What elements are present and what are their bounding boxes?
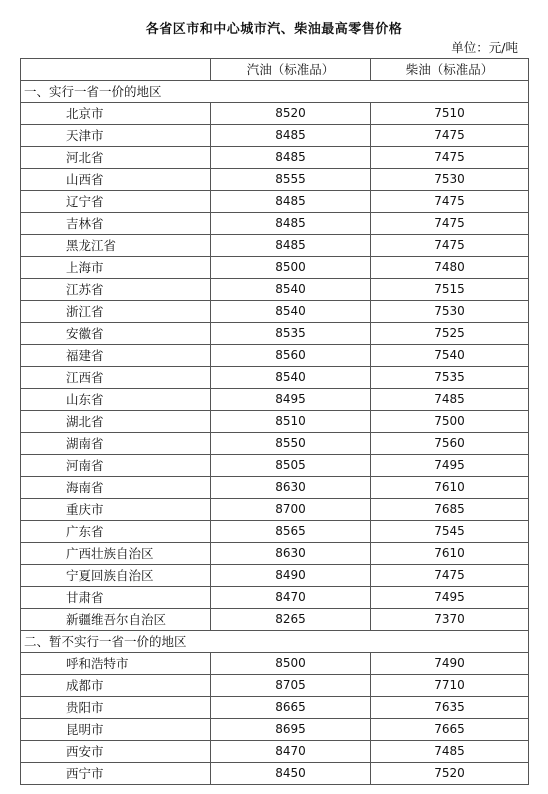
- gasoline-price: 8500: [211, 257, 371, 279]
- gasoline-price: 8555: [211, 169, 371, 191]
- region-name: 呼和浩特市: [21, 653, 211, 675]
- diesel-price: 7475: [371, 213, 529, 235]
- table-row: [21, 455, 529, 477]
- region-name: 成都市: [21, 675, 211, 697]
- diesel-price: 7525: [371, 323, 529, 345]
- diesel-price: 7545: [371, 521, 529, 543]
- diesel-price: 7560: [371, 433, 529, 455]
- gasoline-price: 8665: [211, 697, 371, 719]
- diesel-price: 7510: [371, 103, 529, 125]
- region-name: 西宁市: [21, 763, 211, 785]
- unit-label: 单位：元/吨: [451, 40, 518, 55]
- diesel-price: 7610: [371, 543, 529, 565]
- region-name: 海南省: [21, 477, 211, 499]
- diesel-price: 7495: [371, 587, 529, 609]
- diesel-price: 7665: [371, 719, 529, 741]
- section-label: 一、实行一省一价的地区: [21, 81, 529, 103]
- table-header-row: [21, 59, 529, 81]
- gasoline-price: 8540: [211, 279, 371, 301]
- diesel-price: 7475: [371, 565, 529, 587]
- diesel-price: 7370: [371, 609, 529, 631]
- gasoline-price: 8630: [211, 477, 371, 499]
- table-row: [21, 301, 529, 323]
- gasoline-price: 8560: [211, 345, 371, 367]
- table-row: [21, 499, 529, 521]
- table-row: [21, 719, 529, 741]
- gasoline-price: 8540: [211, 367, 371, 389]
- diesel-price: 7530: [371, 301, 529, 323]
- region-name: 安徽省: [21, 323, 211, 345]
- gasoline-price: 8485: [211, 213, 371, 235]
- page-title: 各省区市和中心城市汽、柴油最高零售价格: [145, 22, 403, 37]
- table-row: [21, 235, 529, 257]
- table-row: [21, 565, 529, 587]
- table-row: [21, 477, 529, 499]
- gasoline-price: 8705: [211, 675, 371, 697]
- gasoline-price: 8450: [211, 763, 371, 785]
- section-row: [21, 631, 529, 653]
- diesel-price: 7480: [371, 257, 529, 279]
- diesel-price: 7530: [371, 169, 529, 191]
- gasoline-price: 8490: [211, 565, 371, 587]
- region-name: 上海市: [21, 257, 211, 279]
- gasoline-price: 8485: [211, 235, 371, 257]
- region-name: 辽宁省: [21, 191, 211, 213]
- table-row: [21, 147, 529, 169]
- gasoline-price: 8535: [211, 323, 371, 345]
- region-name: 山西省: [21, 169, 211, 191]
- gasoline-price: 8505: [211, 455, 371, 477]
- diesel-price: 7710: [371, 675, 529, 697]
- table-row: [21, 213, 529, 235]
- table-row: [21, 389, 529, 411]
- gasoline-price: 8540: [211, 301, 371, 323]
- region-name: 广西壮族自治区: [21, 543, 211, 565]
- diesel-price: 7515: [371, 279, 529, 301]
- table-row: [21, 675, 529, 697]
- region-name: 昆明市: [21, 719, 211, 741]
- region-name: 江苏省: [21, 279, 211, 301]
- diesel-price: 7540: [371, 345, 529, 367]
- diesel-price: 7520: [371, 763, 529, 785]
- diesel-price: 7535: [371, 367, 529, 389]
- gasoline-price: 8695: [211, 719, 371, 741]
- region-name: 广东省: [21, 521, 211, 543]
- table-row: [21, 587, 529, 609]
- region-name: 福建省: [21, 345, 211, 367]
- region-name: 河南省: [21, 455, 211, 477]
- region-name: 甘肃省: [21, 587, 211, 609]
- table-row: [21, 257, 529, 279]
- region-name: 新疆维吾尔自治区: [21, 609, 211, 631]
- region-name: 吉林省: [21, 213, 211, 235]
- gasoline-price: 8510: [211, 411, 371, 433]
- gasoline-price: 8485: [211, 191, 371, 213]
- header-gasoline: 汽油（标准品）: [211, 59, 371, 81]
- price-table-body: [21, 59, 529, 785]
- table-row: [21, 521, 529, 543]
- region-name: 湖南省: [21, 433, 211, 455]
- diesel-price: 7475: [371, 235, 529, 257]
- diesel-price: 7610: [371, 477, 529, 499]
- table-row: [21, 103, 529, 125]
- header-region: [21, 59, 211, 81]
- gasoline-price: 8565: [211, 521, 371, 543]
- region-name: 北京市: [21, 103, 211, 125]
- gasoline-price: 8520: [211, 103, 371, 125]
- region-name: 湖北省: [21, 411, 211, 433]
- region-name: 西安市: [21, 741, 211, 763]
- table-row: [21, 191, 529, 213]
- section-label: 二、暂不实行一省一价的地区: [21, 631, 529, 653]
- gasoline-price: 8700: [211, 499, 371, 521]
- diesel-price: 7485: [371, 741, 529, 763]
- table-row: [21, 741, 529, 763]
- diesel-price: 7475: [371, 147, 529, 169]
- diesel-price: 7485: [371, 389, 529, 411]
- table-row: [21, 609, 529, 631]
- diesel-price: 7490: [371, 653, 529, 675]
- gasoline-price: 8470: [211, 741, 371, 763]
- region-name: 河北省: [21, 147, 211, 169]
- table-row: [21, 169, 529, 191]
- gasoline-price: 8265: [211, 609, 371, 631]
- region-name: 重庆市: [21, 499, 211, 521]
- table-row: [21, 763, 529, 785]
- table-row: [21, 543, 529, 565]
- region-name: 浙江省: [21, 301, 211, 323]
- header-diesel: 柴油（标准品）: [371, 59, 529, 81]
- diesel-price: 7500: [371, 411, 529, 433]
- gasoline-price: 8500: [211, 653, 371, 675]
- gasoline-price: 8630: [211, 543, 371, 565]
- table-row: [21, 345, 529, 367]
- table-row: [21, 323, 529, 345]
- gasoline-price: 8550: [211, 433, 371, 455]
- region-name: 黑龙江省: [21, 235, 211, 257]
- region-name: 贵阳市: [21, 697, 211, 719]
- diesel-price: 7495: [371, 455, 529, 477]
- region-name: 山东省: [21, 389, 211, 411]
- table-row: [21, 279, 529, 301]
- table-row: [21, 653, 529, 675]
- table-row: [21, 125, 529, 147]
- table-row: [21, 697, 529, 719]
- region-name: 天津市: [21, 125, 211, 147]
- section-row: [21, 81, 529, 103]
- table-row: [21, 367, 529, 389]
- gasoline-price: 8485: [211, 147, 371, 169]
- gasoline-price: 8485: [211, 125, 371, 147]
- gasoline-price: 8495: [211, 389, 371, 411]
- diesel-price: 7635: [371, 697, 529, 719]
- diesel-price: 7475: [371, 191, 529, 213]
- price-table: [20, 58, 529, 785]
- gasoline-price: 8470: [211, 587, 371, 609]
- diesel-price: 7685: [371, 499, 529, 521]
- table-row: [21, 433, 529, 455]
- diesel-price: 7475: [371, 125, 529, 147]
- region-name: 江西省: [21, 367, 211, 389]
- table-row: [21, 411, 529, 433]
- region-name: 宁夏回族自治区: [21, 565, 211, 587]
